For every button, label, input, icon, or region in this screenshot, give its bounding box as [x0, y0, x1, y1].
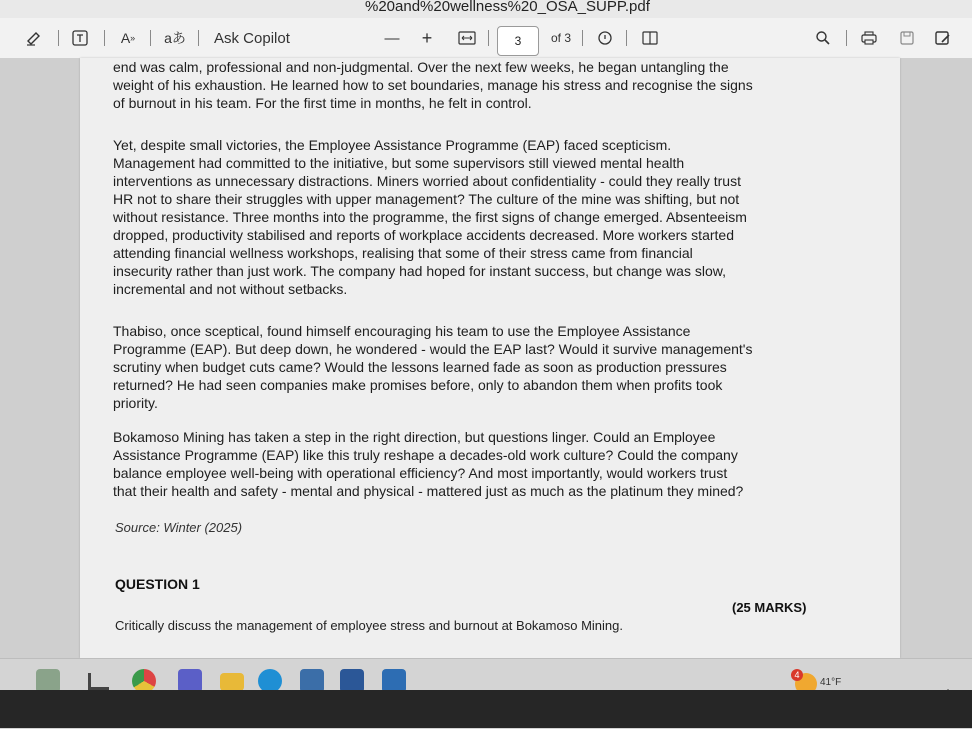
search-icon[interactable] [812, 26, 834, 50]
zoom-in-button[interactable]: + [421, 27, 433, 48]
fit-page-icon[interactable] [456, 26, 478, 50]
document-viewport[interactable] [0, 58, 972, 658]
zoom-out-button[interactable]: — [384, 29, 400, 47]
notification-badge: 4 [791, 669, 803, 681]
draw-icon[interactable] [22, 26, 46, 50]
window-titlebar [0, 0, 972, 20]
save-icon[interactable] [896, 26, 918, 50]
folder-icon[interactable] [220, 673, 244, 691]
paragraph-4: Bokamoso Mining has taken a step in the right direction, but questions linger. Could an Employee Assistance Programme (EAP) like this truly reshape a decades-old work culture? Could the company balance employee well-being with operational efficiency? And most importantly, would workers trust that their health and safety - mental and physical - mattered just as much as the platinum they mined? [113, 429, 744, 499]
question-marks: (25 MARKS) [732, 600, 807, 615]
window-title: %20and%20wellness%20_OSA_SUPP.pdf [365, 0, 650, 15]
read-aloud-icon[interactable]: A » [120, 30, 136, 46]
rotate-icon[interactable] [594, 26, 616, 50]
page-view-icon[interactable] [638, 26, 662, 50]
question-title: QUESTION 1 [115, 576, 200, 592]
source-citation: Source: Winter (2025) [115, 520, 243, 535]
paragraph-2: Yet, despite small victories, the Employee Assistance Programme (EAP) faced scepticism. Management had committed to the initiative, but some supervisors still viewed mental health interventions as unnecessary distractions. Miners worried about confidentiality - could they really trust HR not to share their struggles with upper management? The culture of the mine was shifting, but not without resistance. Three months into the programme, the first signs of change emerged. Absenteeism dropped, productivity stabilised and reports of workplace accidents decreased. More workers started attending financial wellness workshops, realising that some of their stress came from financial insecurity rather than just work. The company had hoped for instant success, but change was slow, incremental and not without setbacks. [113, 137, 747, 297]
file-explorer-icon[interactable] [88, 673, 109, 690]
question-text: Critically discuss the management of employee stress and burnout at Bokamoso Mining. [115, 618, 623, 633]
translate-icon[interactable]: aあ [164, 30, 186, 46]
ask-copilot-button[interactable]: Ask Copilot [214, 29, 290, 47]
text-box-icon[interactable] [68, 26, 92, 50]
paragraph-3: Thabiso, once sceptical, found himself encouraging his team to use the Employee Assistance Programme (EAP). But deep down, he wondered - would the EAP last? Would it survive management's scrutiny when budget cuts came? Would the lessons learned fade as soon as production pressures returned? He had seen companies make promises before, only to abandon them when profits took priority. [113, 323, 753, 411]
page-number-input[interactable]: 3 [497, 26, 539, 56]
page-total: of 3 [550, 31, 571, 45]
print-icon[interactable] [858, 26, 880, 50]
weather-temp: 41°F [820, 677, 842, 688]
monitor-bezel [0, 690, 972, 728]
pdf-toolbar [0, 18, 972, 59]
paragraph-1: end was calm, professional and non-judgmental. Over the next few weeks, he began untangling the weight of his exhaustion. He learned how to set boundaries, manage his stress and recognise the signs of burnout in his team. For the first time in months, he felt in control. [113, 59, 753, 111]
save-as-icon[interactable] [932, 26, 954, 50]
pdf-page [80, 58, 900, 658]
